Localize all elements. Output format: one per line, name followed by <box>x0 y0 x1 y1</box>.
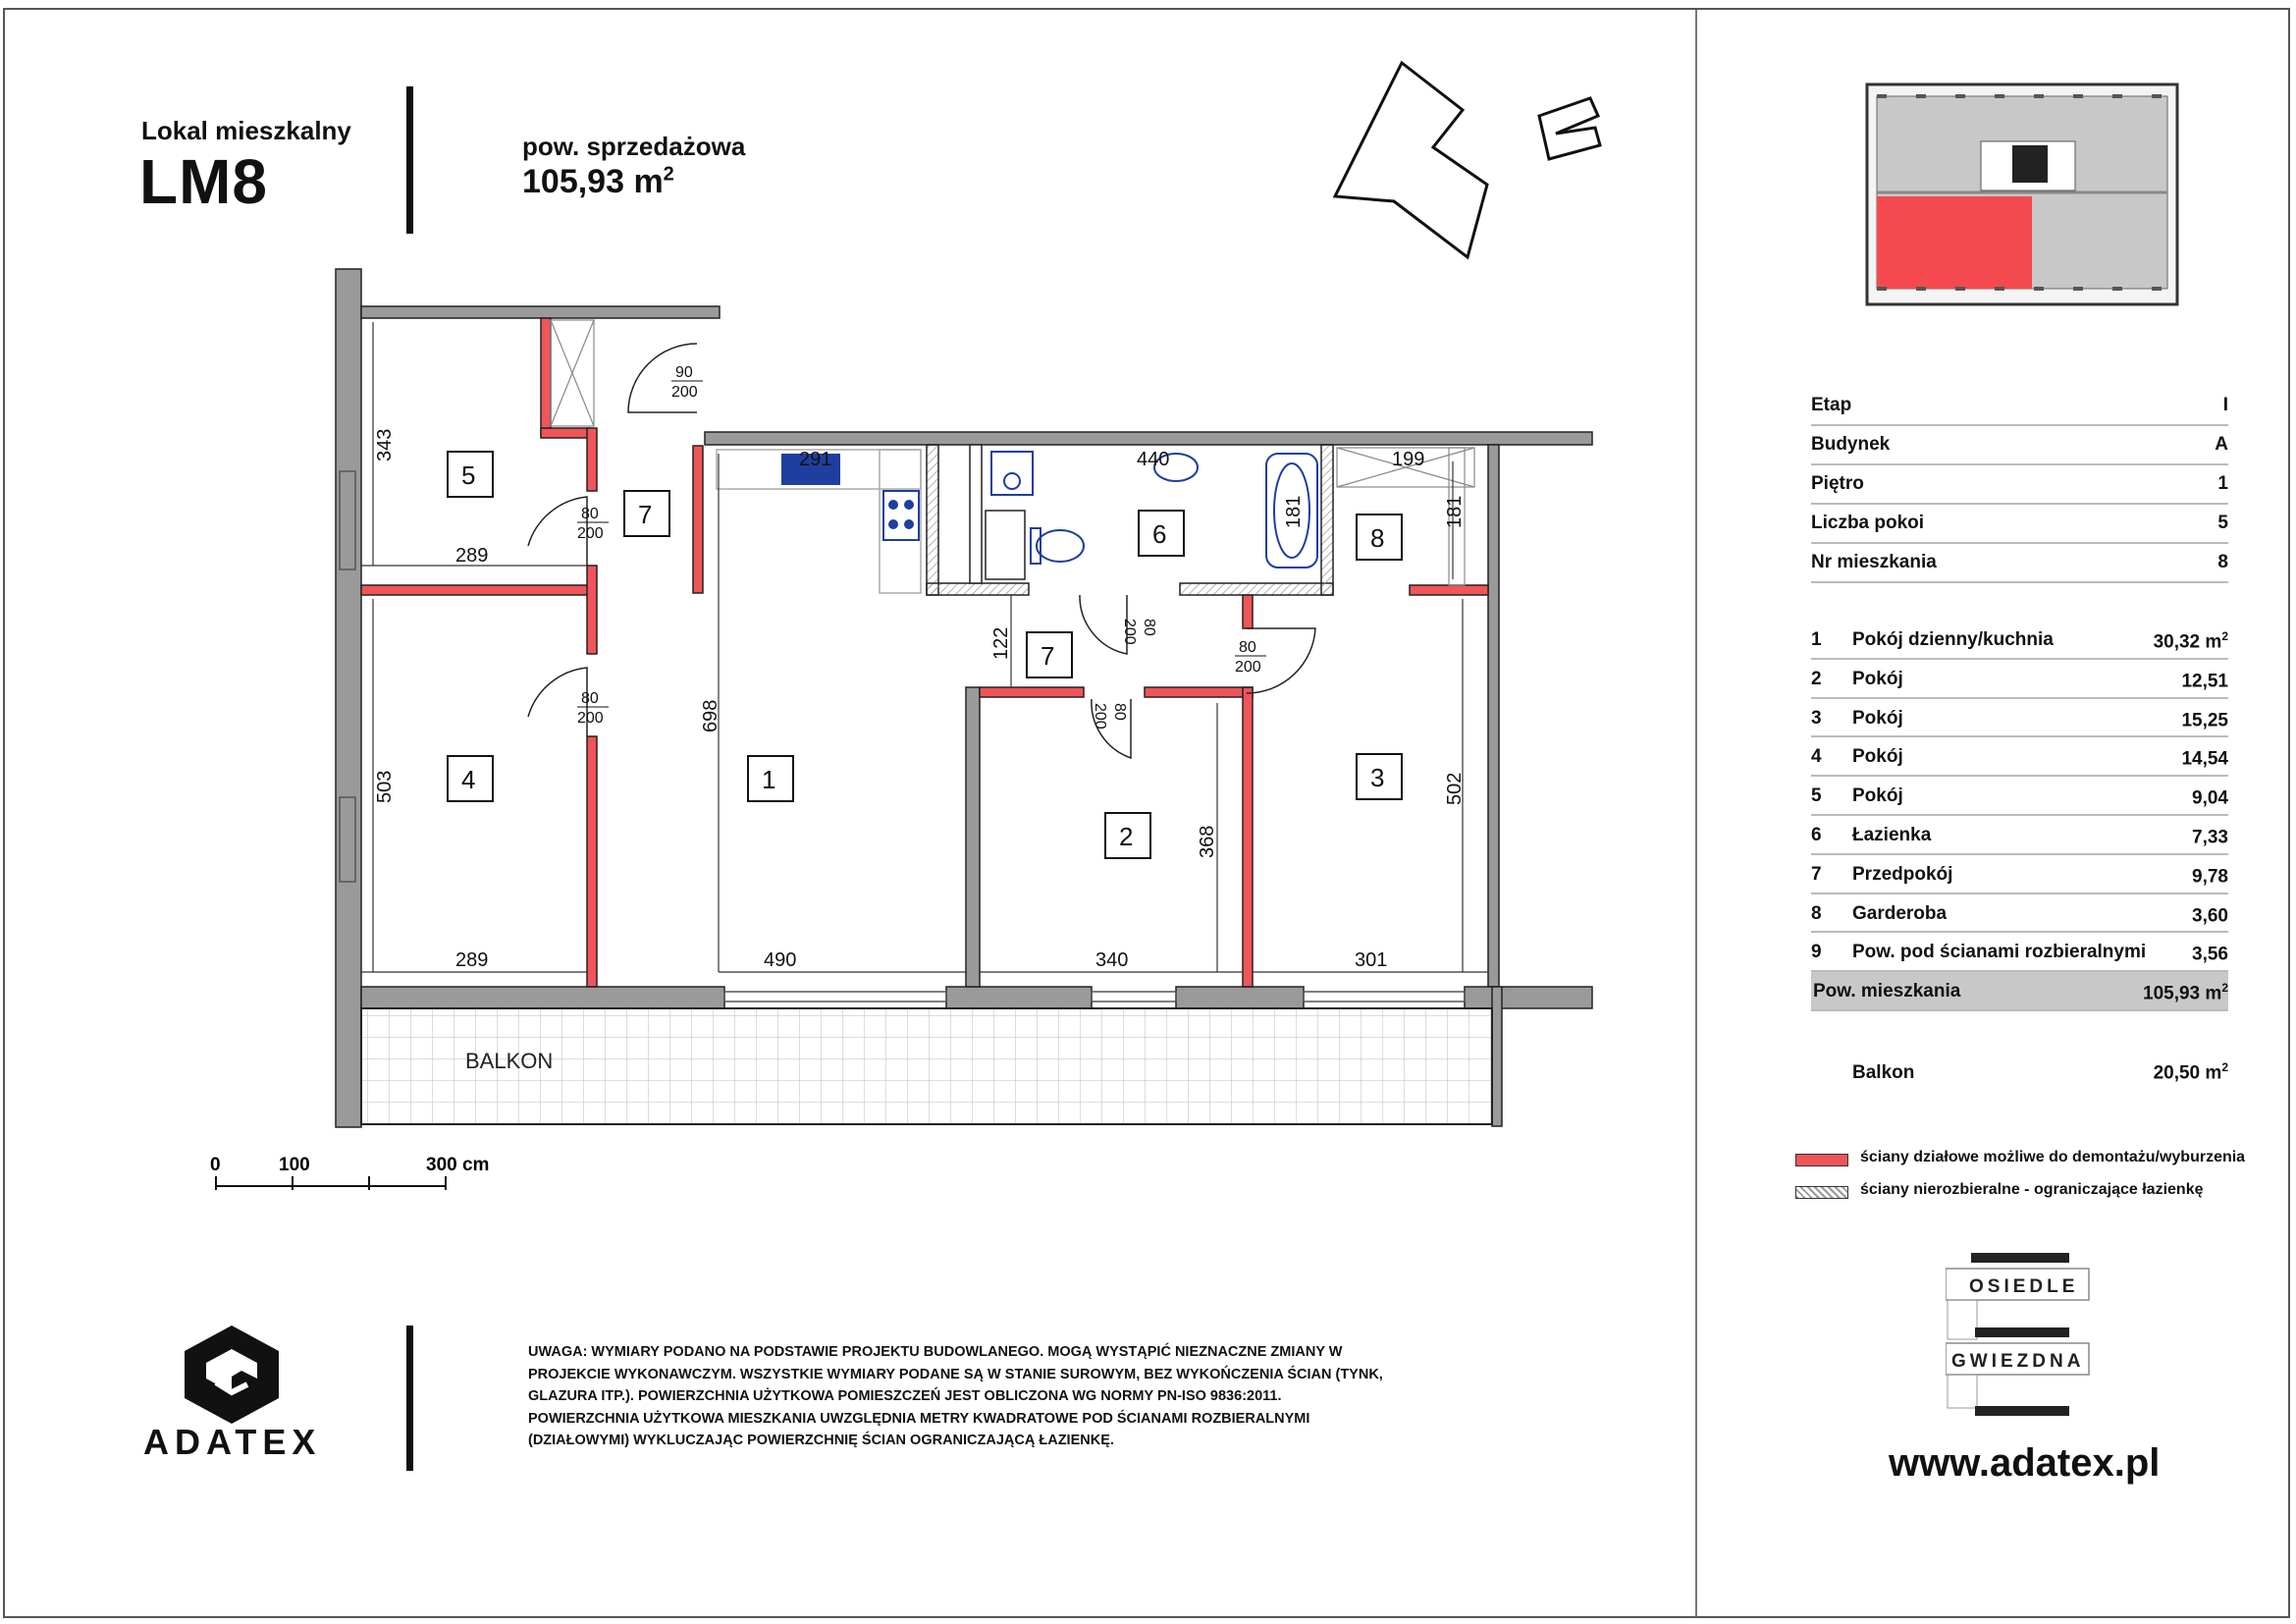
scale-bar <box>210 1155 489 1190</box>
balkon-label: BALKON <box>465 1049 554 1073</box>
door-height: 200 <box>577 525 604 542</box>
legend-bathroom-swatch <box>1795 1186 1848 1199</box>
room-row: 7 Przedpokój 9,78 <box>1811 855 2228 894</box>
balkon-label: Balkon <box>1852 1062 1915 1083</box>
legend-demolishable-text: ściany działowe możliwe do demontażu/wyburzenia <box>1860 1149 2246 1165</box>
pow-sprzedazowa-label: pow. sprzedażowa <box>522 132 746 161</box>
dim-label: 502 <box>1444 772 1466 805</box>
room-row: 1 Pokój dzienny/kuchnia 30,32 $m^2$ <box>1811 621 2228 660</box>
room-row: 6 Łazienka 7,33 <box>1811 816 2228 855</box>
total-area-row: Pow. mieszkania 105,93 $m^2$ <box>1811 972 2228 1011</box>
toilet-icon <box>1037 530 1084 562</box>
info-row: Liczba pokoi 5 <box>1811 505 2228 544</box>
legend-demolishable-swatch <box>1795 1154 1848 1166</box>
door-height: 200 <box>1121 619 1138 645</box>
dim-label: 289 <box>455 545 489 567</box>
room-number: 5 <box>461 460 476 490</box>
door-height: 200 <box>577 710 604 727</box>
bathroom-walls <box>927 445 1333 595</box>
dim-label: 291 <box>799 449 832 470</box>
room-row: 5 Pokój 9,04 <box>1811 777 2228 816</box>
logo-line2: GWIEZDNA <box>1951 1351 2085 1372</box>
lokal-label: Lokal mieszkalny <box>141 116 351 145</box>
balcony <box>361 1008 1492 1124</box>
dim-label: 181 <box>1444 495 1466 528</box>
info-row: Etap I <box>1811 387 2228 426</box>
room-number: 6 <box>1152 519 1167 549</box>
key-plan <box>1865 82 2179 306</box>
room-row: 2 Pokój 12,51 <box>1811 660 2228 699</box>
keyplan-apartment-highlight <box>1877 196 2032 289</box>
logo-line1: OSIEDLE <box>1969 1276 2079 1297</box>
scale-label: 0 <box>210 1155 221 1175</box>
dim-label: 301 <box>1355 949 1388 971</box>
dim-label: 440 <box>1137 449 1170 470</box>
website-url[interactable]: www.adatex.pl <box>1889 1441 2161 1485</box>
room-number: 8 <box>1370 523 1385 553</box>
balkon-area: 20,50 $m^2$ <box>2153 1060 2228 1084</box>
door-width: 80 <box>581 506 599 522</box>
room-number: 7 <box>638 500 653 529</box>
demolishable-walls <box>361 318 1488 987</box>
door-width: 80 <box>1111 703 1128 721</box>
info-row: Piętro 1 <box>1811 465 2228 505</box>
dimension-lines <box>361 322 1488 972</box>
room-number: 4 <box>461 765 476 794</box>
windows <box>340 471 1465 1001</box>
dim-label: 289 <box>455 949 489 971</box>
dim-label: 199 <box>1392 449 1425 470</box>
footer-separator <box>406 1326 413 1471</box>
room-row: 4 Pokój 14,54 <box>1811 737 2228 777</box>
kitchen-counter <box>717 450 921 593</box>
info-row: Budynek A <box>1811 426 2228 465</box>
pow-sprzedazowa-value: 105,93 $m^2$ <box>522 163 674 200</box>
dim-label: 503 <box>374 770 396 803</box>
door-width: 90 <box>675 364 693 381</box>
door-height: 200 <box>671 384 698 401</box>
dim-label: 490 <box>764 949 797 971</box>
room-row: 8 Garderoba 3,60 <box>1811 894 2228 934</box>
scale-label: 300 cm <box>426 1155 490 1175</box>
dim-label: 343 <box>374 428 396 461</box>
info-table <box>1811 387 2228 583</box>
door-width: 80 <box>581 690 599 707</box>
outer-walls <box>336 269 1592 1127</box>
room-number: 3 <box>1370 763 1385 792</box>
dim-label: 181 <box>1283 495 1305 528</box>
dim-label: 122 <box>990 626 1012 660</box>
door-height: 200 <box>1092 703 1108 730</box>
dim-label: 340 <box>1095 949 1129 971</box>
scale-label: 100 <box>279 1155 310 1175</box>
cooktop-icon <box>883 491 919 540</box>
room-number: 1 <box>762 765 776 794</box>
dim-label: 368 <box>1197 825 1218 858</box>
room-number: 2 <box>1119 822 1134 851</box>
lokal-code: LM8 <box>139 146 268 217</box>
room-row: 9 Pow. pod ścianami rozbieralnymi 3,56 <box>1811 933 2228 972</box>
page-divider <box>1695 10 1697 1616</box>
north-arrow-icon <box>1335 63 1600 257</box>
door-width: 80 <box>1239 639 1256 656</box>
rooms-table <box>1811 621 2228 1011</box>
dim-label: 698 <box>700 699 721 732</box>
legend-bathroom-text: ściany nierozbieralne - ograniczające łazienkę <box>1860 1181 2204 1198</box>
room-number: 7 <box>1041 641 1055 671</box>
room-row: 3 Pokój 15,25 <box>1811 699 2228 738</box>
door-height: 200 <box>1235 659 1261 676</box>
disclaimer-notice: UWAGA: WYMIARY PODANO NA PODSTAWIE PROJEKTU BUDOWLANEGO. MOGĄ WYSTĄPIĆ NIEZNACZNE ZMIANY W PROJEKCIE WYKONAWCZYM. WSZYSTKIE WYMIARY PODANE SĄ W STANIE SUROWYM, BEZ WYKOŃCZENIA ŚCIAN (TYNK, GLAZURA ITP.). POWIERZCHNIA UŻYTKOWA POMIESZCZEŃ JEST OBLICZONA WG NORMY PN-ISO 9836:2011. POWIERZCHNIA UŻYTKOWA MIESZKANIA UWZGLĘDNIA METRY KWADRATOWE POD ŚCIANAMI ROZBIERALNYMI (DZIAŁOWYMI) WYKLUCZAJĄC POWIERZCHNIĘ ŚCIAN OGRANICZAJĄCĄ ŁAZIENKĘ. <box>528 1344 1383 1448</box>
osiedle-gwiezdna-logo <box>1946 1247 2093 1424</box>
adatex-logo-icon <box>177 1324 287 1426</box>
info-row: Nr mieszkania 8 <box>1811 544 2228 583</box>
brand-name: ADATEX <box>143 1422 322 1462</box>
door-width: 80 <box>1141 619 1157 636</box>
